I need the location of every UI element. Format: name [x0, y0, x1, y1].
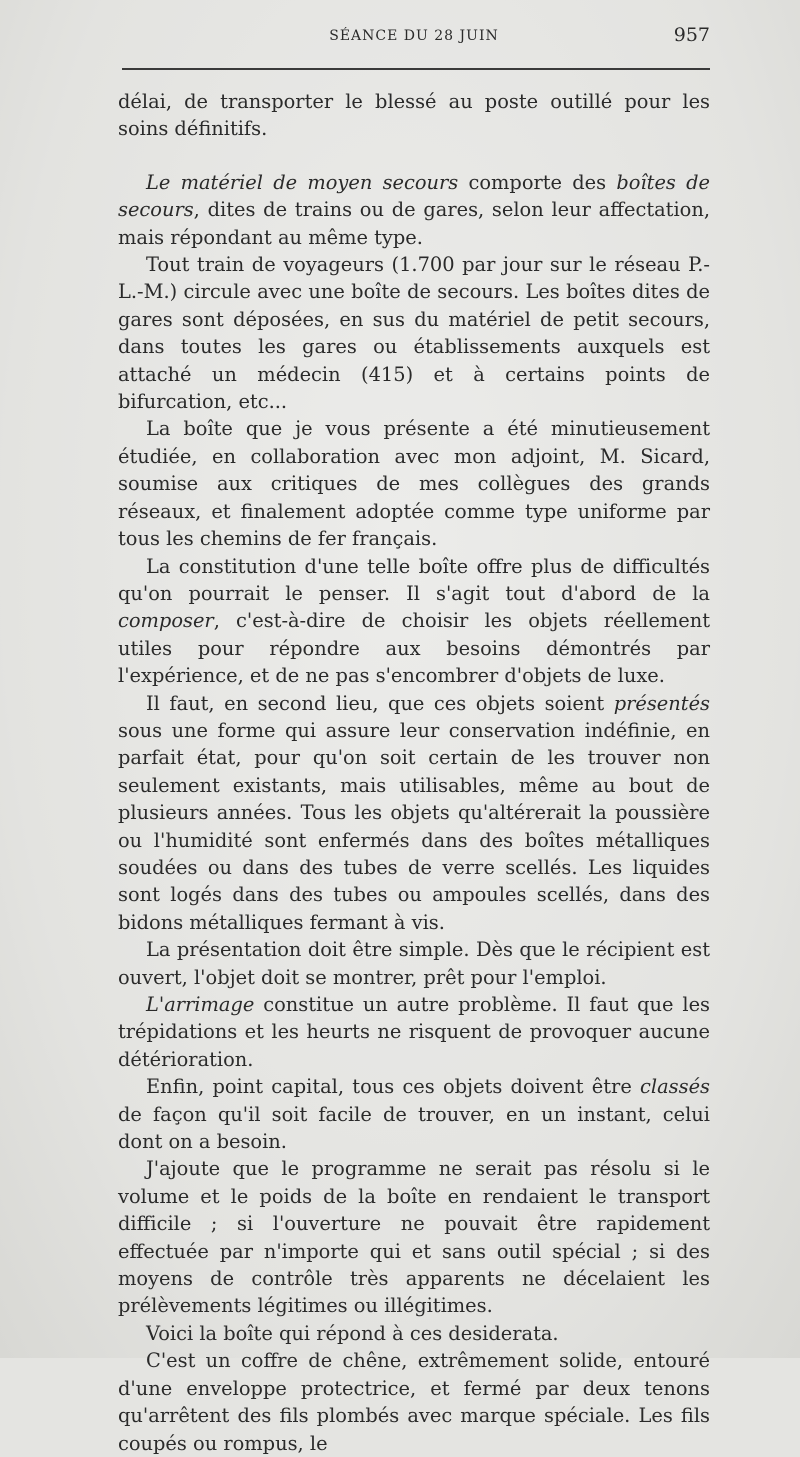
- paragraph-continuation: délai, de transporter le blessé au poste outillé pour les soins définitifs.: [118, 90, 710, 141]
- paragraph-voici: Voici la boîte qui répond à ces desiderata.: [146, 1321, 559, 1345]
- paragraph-materiel-moyen-secours: Le matériel de moyen secours comporte des boîtes de secours, dites de trains ou de gares, selon leur affectation, mais répondant au même type.: [118, 170, 711, 249]
- paragraph-tout-train: Tout train de voyageurs (1.700 par jour sur le réseau P.-L.-M.) circule avec une boîte de secours. Les boîtes dites de gares sont déposées, en sus du matériel de petit secours, dans toutes les gares ou établissements auxquels est attaché un médecin (415) et à certains points de bifurcation, etc...: [118, 253, 710, 414]
- body-text: [118, 88, 710, 1457]
- running-title: SÉANCE DU 28 JUIN: [329, 28, 499, 44]
- paragraph-coffre-de-chene: C'est un coffre de chêne, extrêmement solide, entouré d'une enveloppe protectrice, et fermé par deux tenons qu'arrêtent des fils plombés avec marque spéciale. Les fils coupés ou rompus, le: [118, 1349, 710, 1455]
- header-rule: [122, 68, 710, 70]
- paragraph-presentation: La présentation doit être simple. Dès que le récipient est ouvert, l'objet doit se montrer, prêt pour l'emploi.: [118, 938, 710, 989]
- paragraph-la-boite: La boîte que je vous présente a été minutieusement étudiée, en collaboration avec mon adjoint, M. Sicard, soumise aux critiques de mes collègues des grands réseaux, et finalement adoptée comme type uniforme par tous les chemins de fer français.: [118, 417, 710, 551]
- page-header: [118, 24, 710, 54]
- paragraph-arrimage: L'arrimage constitue un autre problème. Il faut que les trépidations et les heurts ne risquent de provoquer aucune détérioration.: [118, 993, 710, 1071]
- paragraph-second-lieu: Il faut, en second lieu, que ces objets soient présentés sous une forme qui assure leur conservation indéfinie, en parfait état, pour qu'on soit certain de les trouver non seulement existants, mais utilisables, même au bout de plusieurs années. Tous les objets qu'altérerait la poussière ou l'humidité sont enfermés dans des boîtes métalliques soudées ou dans des tubes de verre scellés. Les liquides sont logés dans des tubes ou ampoules scellés, dans des bidons métalliques fermant à vis.: [118, 691, 710, 934]
- paragraph-constitution: La constitution d'une telle boîte offre plus de difficultés qu'on pourrait le penser. Il s'agit tout d'abord de la composer, c'est-à-dire de choisir les objets réellement utiles pour répondre aux besoins démontrés par l'expérience, et de ne pas s'encombrer d'objets de luxe.: [118, 554, 710, 688]
- page-number: 957: [673, 24, 710, 46]
- paragraph-enfin: Enfin, point capital, tous ces objets doivent être classés de façon qu'il soit facile de trouver, en un instant, celui dont on a besoin.: [118, 1075, 710, 1154]
- paragraph-j-ajoute: J'ajoute que le programme ne serait pas résolu si le volume et le poids de la boîte en rendaient le transport difficile ; si l'ouverture ne pouvait être rapidement effectuée par n'importe qui et sans outil spécial ; si des moyens de contrôle très apparents ne décelaient les prélèvements légitimes ou illégitimes.: [118, 1157, 710, 1318]
